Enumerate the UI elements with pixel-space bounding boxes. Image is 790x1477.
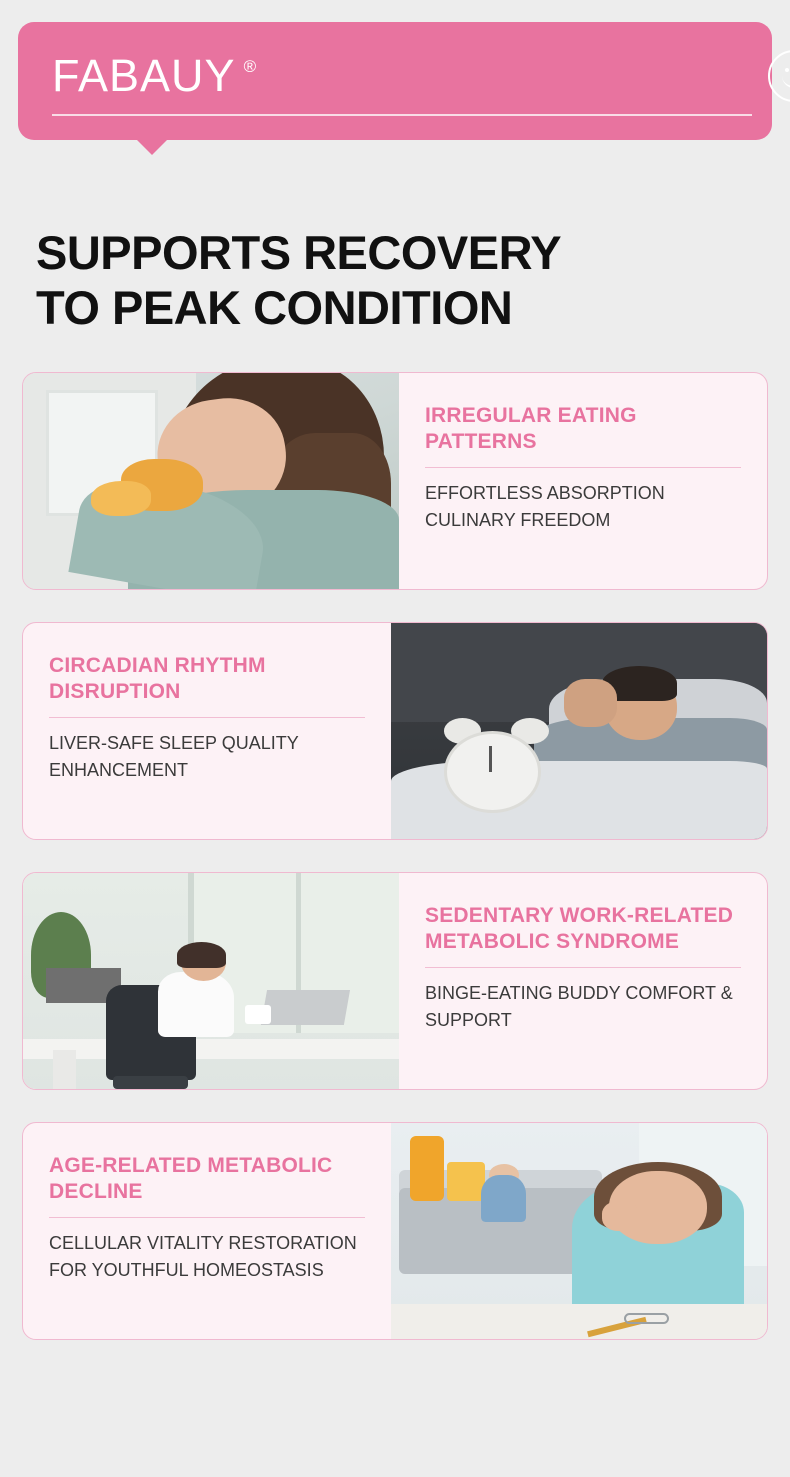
- product-infographic-page: [0, 22, 790, 1477]
- woman-working-at-desk-photo: [23, 873, 399, 1089]
- woman-eating-chips-photo: [23, 373, 399, 589]
- benefit-card: [22, 872, 768, 1090]
- benefit-card: [22, 622, 768, 840]
- man-awake-in-bed-with-alarm-clock-photo: [391, 623, 767, 839]
- benefit-card-divider: [49, 1217, 365, 1218]
- benefit-card-text: [23, 623, 391, 839]
- benefit-card-text: [23, 1123, 391, 1339]
- smiley-face-icon: [768, 50, 790, 102]
- benefit-card-text: [399, 373, 767, 589]
- banner-speech-tail: [136, 139, 168, 155]
- benefit-card-description: CELLULAR VITALITY RESTORATION FOR YOUTHFUL HOMEOSTASIS: [49, 1233, 357, 1280]
- page-title-line-2: TO PEAK CONDITION: [36, 280, 513, 334]
- brand-logo-text: FABAUY: [52, 49, 236, 101]
- benefit-card-description: BINGE-EATING BUDDY COMFORT & SUPPORT: [425, 983, 733, 1030]
- brand-block: [52, 47, 752, 116]
- benefit-card-list: [0, 372, 790, 1340]
- brand-row: [52, 49, 752, 101]
- benefit-card-divider: [49, 717, 365, 718]
- benefit-card-divider: [425, 967, 741, 968]
- benefit-card-title: IRREGULAR EATING PATTERNS: [425, 403, 637, 454]
- registered-trademark-icon: ®: [243, 56, 257, 76]
- smiley-mouth-icon: [782, 76, 790, 88]
- benefit-card-title: CIRCADIAN RHYTHM DISRUPTION: [49, 653, 266, 704]
- smiley-left-eye-icon: [785, 68, 789, 72]
- page-title: [0, 226, 790, 336]
- benefit-card-title: AGE-RELATED METABOLIC DECLINE: [49, 1153, 333, 1204]
- benefit-card: [22, 372, 768, 590]
- tired-woman-at-table-with-child-photo: [391, 1123, 767, 1339]
- page-title-line-1: SUPPORTS RECOVERY: [36, 226, 562, 279]
- benefit-card: [22, 1122, 768, 1340]
- benefit-card-description: EFFORTLESS ABSORPTION CULINARY FREEDOM: [425, 483, 665, 530]
- brand-underline-divider: [52, 114, 752, 116]
- benefit-card-title: SEDENTARY WORK-RELATED METABOLIC SYNDROME: [425, 903, 734, 954]
- benefit-card-text: [399, 873, 767, 1089]
- benefit-card-divider: [425, 467, 741, 468]
- header-banner: [18, 22, 772, 140]
- benefit-card-description: LIVER-SAFE SLEEP QUALITY ENHANCEMENT: [49, 733, 299, 780]
- header-banner-wrapper: [18, 22, 772, 140]
